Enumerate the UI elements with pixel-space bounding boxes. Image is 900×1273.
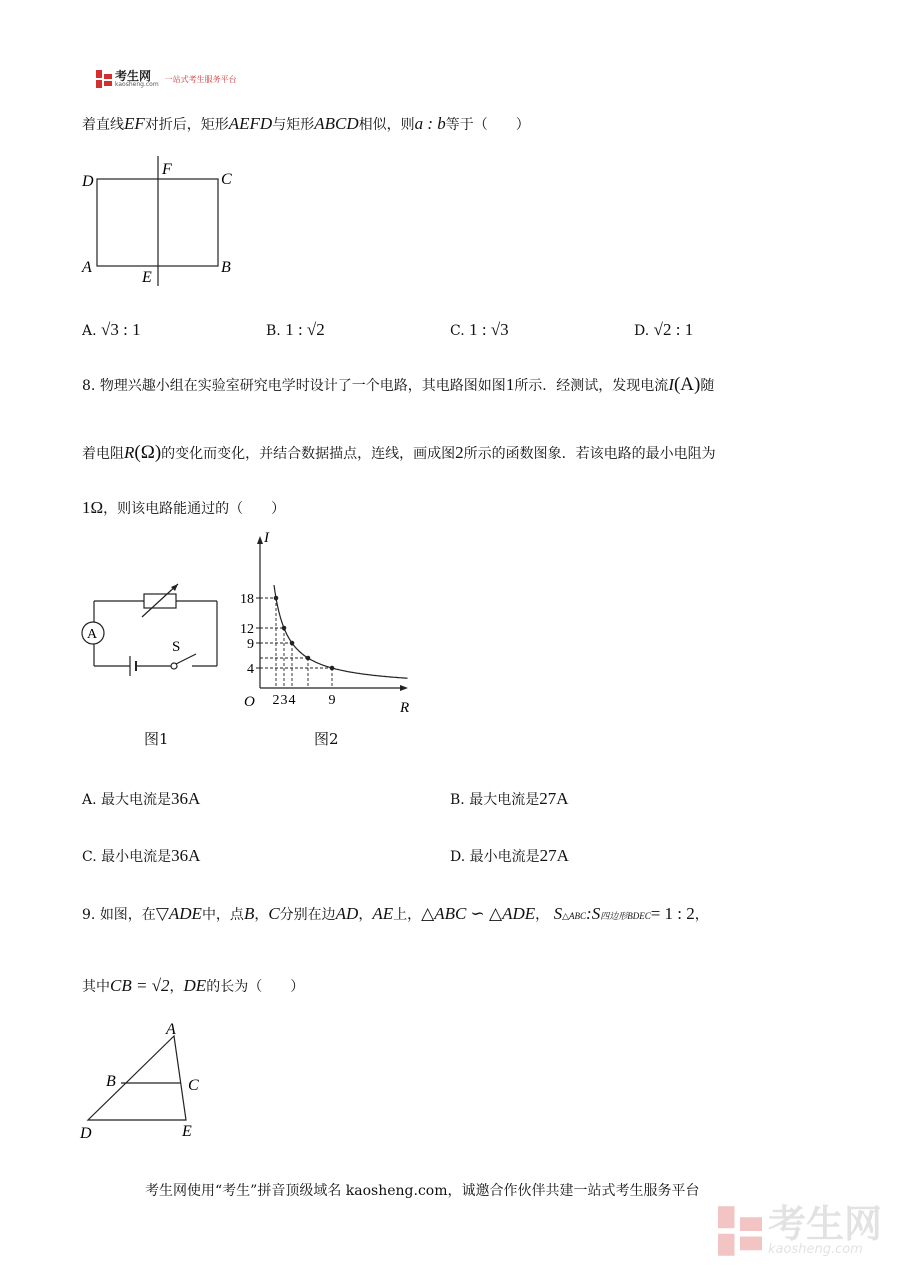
q9-stem-line1: 9. 如图，在▽ADE中，点B，C分别在边AD，AE上，△ABC ∽ △ADE， S△ABC:S四边形BDEC= 1 : 2，: [82, 904, 709, 923]
q7-rectangle-figure: [78, 152, 248, 292]
q9-stem-line2: 其中CB = √2，DE的长为（ ）: [82, 976, 305, 995]
x-axis-label: R: [400, 700, 410, 716]
q7-option-b[interactable]: B. 1 : √2: [266, 320, 325, 339]
ammeter-label: A: [87, 627, 98, 642]
y-tick-label-1: 12: [240, 622, 254, 637]
q8-stem-line2: 着电阻R(Ω)的变化而变化，并结合数据描点，连线，画成图2所示的函数图象．若该电路的最小电阻为: [82, 442, 716, 463]
label-c: C: [221, 171, 232, 188]
origin-label: O: [244, 694, 255, 710]
label-a: A: [82, 259, 92, 276]
switch-blade: [176, 654, 196, 664]
logo-subtext: kaosheng.com: [115, 81, 159, 88]
q8-fig2-caption: 图2: [314, 730, 339, 748]
label-b: B: [221, 259, 231, 276]
x-tick-label-1: 3: [280, 693, 288, 708]
triangle-ade: [88, 1036, 186, 1120]
inverse-curve: [274, 585, 408, 678]
label-d: D: [82, 173, 94, 190]
q9-triangle-figure: [76, 1018, 216, 1142]
rheostat-arrow: [142, 584, 178, 617]
data-point-3: [306, 656, 311, 661]
logo-mark-icon: [96, 70, 112, 88]
q7-option-d[interactable]: D. √2 : 1: [634, 320, 694, 339]
header-logo: [96, 70, 237, 88]
x-tick-label-0: 2: [272, 693, 280, 708]
label-e: E: [182, 1123, 192, 1140]
q7-stem: 着直线EF对折后，矩形AEFD与矩形ABCD相似，则a : b等于（ ）: [82, 114, 530, 133]
logo-slogan: 一站式考生服务平台: [164, 74, 237, 84]
x-tick-label-3: 9: [328, 693, 336, 708]
q8-circuit-figure: [74, 580, 234, 690]
y-tick-label-3: 4: [247, 662, 254, 677]
q8-option-b[interactable]: B. 最大电流是27A: [450, 789, 569, 808]
y-axis-label: I: [264, 530, 269, 546]
data-point-0: [274, 596, 279, 601]
label-d: D: [80, 1125, 92, 1142]
q8-option-d[interactable]: D. 最小电流是27A: [450, 846, 569, 865]
y-tick-label-0: 18: [240, 592, 254, 607]
switch-label: S: [172, 639, 181, 655]
label-f: F: [162, 161, 172, 178]
q8-inverse-graph: [232, 526, 412, 716]
watermark-cn: 考生网: [768, 1202, 883, 1246]
y-tick-label-2: 9: [247, 637, 254, 652]
data-point-1: [282, 626, 287, 631]
q8-option-a[interactable]: A. 最大电流是36A: [82, 789, 201, 808]
label-e: E: [142, 269, 152, 286]
y-axis-arrow: [257, 536, 263, 544]
label-c: C: [188, 1077, 199, 1094]
x-tick-label-2: 4: [288, 693, 296, 708]
watermark-logo-icon: [718, 1206, 762, 1256]
q8-fig1-caption: 图1: [144, 730, 169, 748]
q7-option-a[interactable]: A. √3 : 1: [82, 320, 141, 339]
data-point-4: [330, 666, 335, 671]
q8-option-c[interactable]: C. 最小电流是36A: [82, 846, 201, 865]
q8-stem-line3: 1Ω，则该电路能通过的（ ）: [82, 498, 286, 517]
q8-stem-line1: 8. 物理兴趣小组在实验室研究电学时设计了一个电路，其电路图如图1所示．经测试，发现电流I(A)随: [82, 374, 715, 395]
watermark: [718, 1202, 883, 1257]
logo-text: 考生网: [115, 69, 152, 83]
label-b: B: [106, 1073, 116, 1090]
q7-option-c[interactable]: C. 1 : √3: [450, 320, 509, 339]
watermark-en: kaosheng.com: [768, 1242, 863, 1257]
footer-text: 考生网使用“考生”拼音顶级域名 kaosheng.com，诚邀合作伙伴共建一站式考生服务平台: [145, 1183, 700, 1199]
x-axis-arrow: [400, 685, 408, 691]
label-a: A: [166, 1021, 176, 1038]
data-point-2: [290, 641, 295, 646]
